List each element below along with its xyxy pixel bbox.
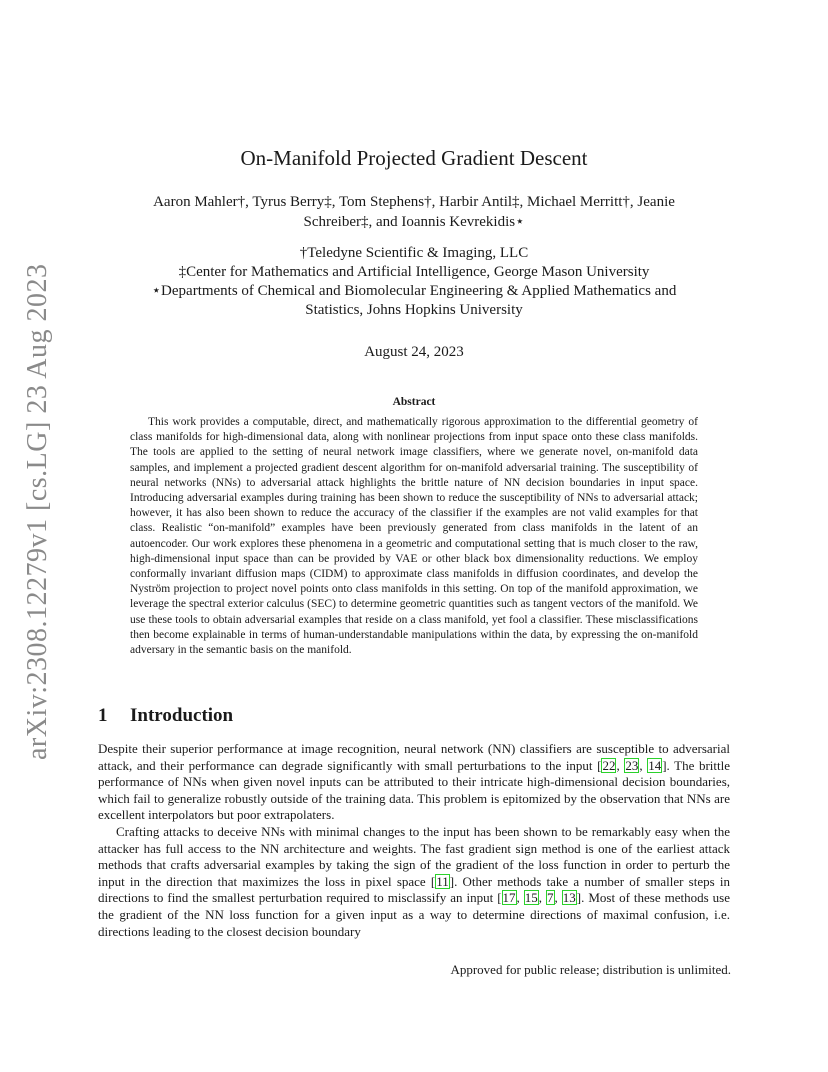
citation-link[interactable]: 15 [524,890,538,906]
affiliation-line: ⋆Departments of Chemical and Biomolecular Engineering & Applied Mathematics and [151,283,677,299]
author-line-2: Schreiber‡, and Ioannis Kevrekidis⋆ [303,214,525,230]
paragraph-text: ]. Most of these methods use the gradient of the NN loss function for a given input as a way to determine directions of maximal confusion, i.e. directions leading to the closest decision boundary [98,890,731,939]
citation-link[interactable]: 13 [562,890,576,906]
introduction-body [98,741,730,940]
affiliations [100,244,728,320]
citation-link[interactable]: 23 [625,757,639,773]
citation-link[interactable]: 17 [502,890,516,906]
paragraph-text: ]. Other methods take a number of smaller steps in directions to find the smallest perturbation required to misclassify an input [ [98,873,730,906]
citation-separator: , [616,757,625,773]
affiliation-line: Statistics, Johns Hopkins University [305,302,523,318]
citation-separator: , [538,890,547,906]
citation-separator: , [554,890,562,906]
citation-link[interactable]: 7 [547,890,554,906]
abstract-text: This work provides a computable, direct, and mathematically rigorous approximation to the differential geometry of class manifolds for high-dimensional data, along with nonlinear projections from input space onto these class manifolds. The tools are applied to the setting of neural network image classifiers, where we generate novel, on-manifold data samples, and implement a projected gradient descent algorithm for on-manifold adversarial training. The susceptibility of neural networks (NNs) to adversarial attack highlights the brittle nature of NN decision boundaries in input space. Introducing adversarial examples during training has been shown to reduce the susceptibility of NNs to adversarial attack; however, it has also been shown to reduce the accuracy of the classifier if the examples are not valid examples for that class. Realistic “on-manifold” examples have been previously generated from class manifolds in the latent of an autoencoder. Our work explores these phenomena in a geometric and computational setting that is much closer to the raw, high-dimensional input space than can be provided by VAE or other black box dimensionality reductions. We employ conformally invariant diffusion maps (CIDM) to approximate class manifolds in diffusion coordinates, and develop the Nyström projection to project novel points onto class manifolds in this setting. On top of the manifold approximation, we leverage the spectral exterior calculus (SEC) to determine geometric quantities such as tangent vectors of the manifold. We use these tools to obtain adversarial examples that reside on a class manifold, yet fool a classifier. These misclassifications then become explainable in terms of human-understandable manipulations within the data, by expressing the on-manifold adversary in the semantic basis on the manifold. [130,416,698,657]
publication-date: August 24, 2023 [364,344,464,360]
paper-title: On-Manifold Projected Gradient Descent [240,146,588,170]
section-title: Introduction [130,705,234,726]
author-line-1: Aaron Mahler†, Tyrus Berry‡, Tom Stephens†, Harbir Antil‡, Michael Merritt†, Jeanie [153,194,675,210]
citation-link[interactable]: 14 [648,757,662,773]
paragraph-text: ]. The brittle performance of NNs when given novel inputs can be attributed to their intricate high-dimensional decision boundaries, which fail to generalize robustly outside of the training data. This problem is epitomized by the observation that NNs are excellent interpolators but poor extrapolaters. [98,757,731,823]
author-list [112,192,716,232]
citation-separator: , [639,757,648,773]
abstract-heading: Abstract [392,396,436,408]
affiliation-line: ‡Center for Mathematics and Artificial Intelligence, George Mason University [178,264,650,280]
citation-separator: , [516,890,524,906]
section-number: 1 [98,705,108,726]
arxiv-identifier-stamp: arXiv:2308.12279v1 [cs.LG] 23 Aug 2023 [22,263,53,760]
citation-link[interactable]: 22 [602,757,616,773]
release-footnote: Approved for public release; distribution is unlimited. [450,962,731,977]
paragraph [98,824,730,940]
affiliation-line: †Teledyne Scientific & Imaging, LLC [299,245,529,261]
section-heading-introduction [98,705,233,727]
paragraph-text: Crafting attacks to deceive NNs with minimal changes to the input has been shown to be remarkably easy when the attacker has full access to the NN architecture and weights. The fast gradient sign method is one of the earliest attack methods that crafts adversarial examples by taking the sign of the gradient of the loss function in order to perturb the input in the direction that maximizes the loss in pixel space [ [98,823,730,889]
paragraph-text: Despite their superior performance at image recognition, neural network (NN) classifiers are susceptible to adversarial attack, and their performance can degrade significantly with small perturbations to the input [ [98,741,730,773]
citation-link[interactable]: 11 [436,873,449,889]
paragraph [98,741,730,824]
